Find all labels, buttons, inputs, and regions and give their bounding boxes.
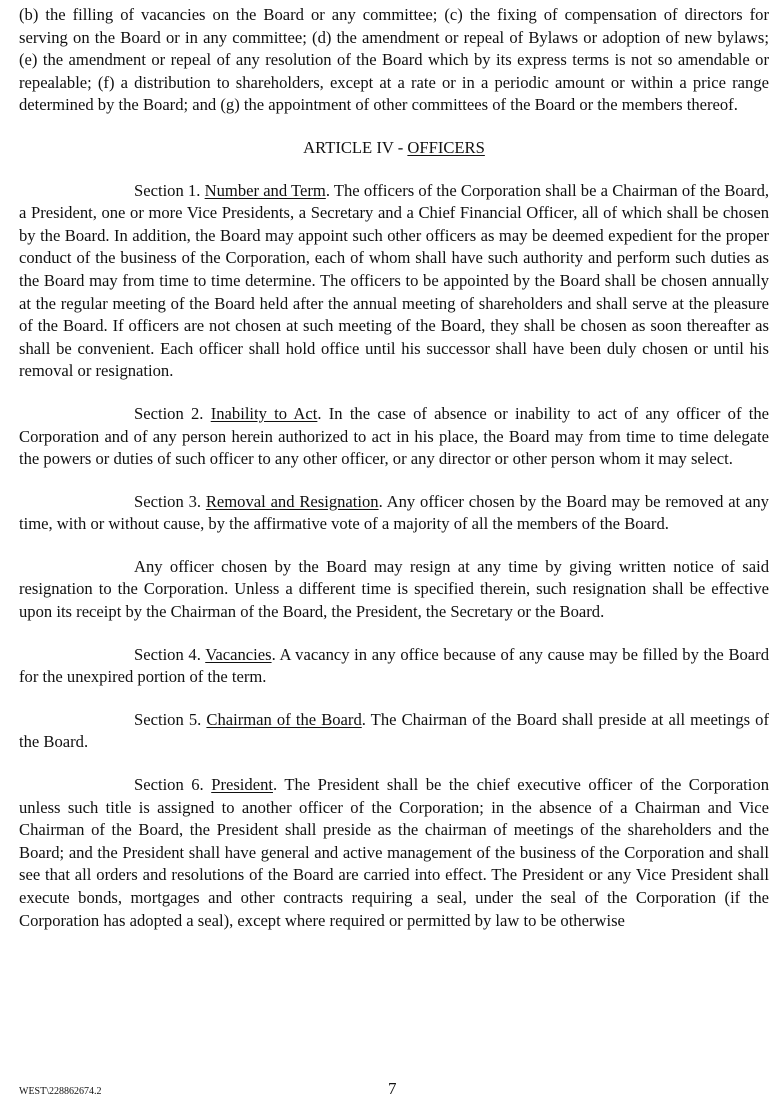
page-number: 7: [388, 1079, 397, 1098]
section-2-heading: Inability to Act: [210, 403, 318, 423]
section-3-label: Section 3.: [134, 491, 202, 511]
section-5-paragraph: [19, 709, 769, 754]
section-2-label: Section 2.: [134, 403, 204, 423]
section-6-body: . The President shall be the chief executive officer of the Corporation unless such title is assigned to another officer of the Corporation; in the absence of a Chairman and Vice Chairman of the Board, the President shall preside as the chairman of meetings of the shareholders and the Board; and the President shall have general and active management of the business of the Corporation and shall see that all orders and resolutions of the Board are carried into effect. The President or any Vice President shall execute bonds, mortgages and other contracts requiring a seal, under the seal of the Corporation (if the Corporation has adopted a seal), except where required or permitted by law to be otherwise: [19, 775, 769, 930]
section-1-label: Section 1.: [134, 180, 201, 200]
section-6-paragraph: [19, 774, 769, 932]
section-5-label: Section 5.: [134, 709, 202, 729]
section-4-label: Section 4.: [134, 644, 201, 664]
section-5-heading: Chairman of the Board: [206, 709, 362, 729]
section-4-paragraph: [19, 644, 769, 689]
section-2-paragraph: [19, 403, 769, 471]
document-page: [19, 4, 769, 932]
article-prefix: ARTICLE IV -: [303, 137, 408, 157]
section-4-heading: Vacancies: [205, 644, 272, 664]
section-1-body: . The officers of the Corporation shall be a Chairman of the Board, a President, one or more Vice Presidents, a Secretary and a Chief Financial Officer, all of which shall be chosen by the Board. In addition, the Board may appoint such other officers as may be deemed expedient for the proper conduct of the business of the Corporation, each of whom shall have such authority and perform such duties as the Board may from time to time determine. The officers to be appointed by the Board shall be chosen annually at the regular meeting of the Board held after the annual meeting of shareholders and shall serve at the pleasure of the Board. If officers are not chosen at such meeting of the Board, they shall be chosen as soon thereafter as shall be convenient. Each officer shall hold office until his successor shall have been duly chosen or until his removal or resignation.: [19, 180, 770, 381]
resignation-body: Any officer chosen by the Board may resign at any time by giving written notice of said resignation to the Corporation. Unless a different time is specified therein, such resignation shall be effective upon its receipt by the Chairman of the Board, the President, the Secretary or the Board.: [19, 556, 769, 622]
section-6-heading: President: [211, 775, 273, 795]
resignation-paragraph: [19, 556, 769, 624]
section-2-body: . In the case of absence or inability to act of any officer of the Corporation and of any person herein authorized to act in his place, the Board may from time to time delegate the powers or duties of such officer to any other officer, or any director or other person whom it may select.: [19, 403, 769, 469]
section-3-body: . Any officer chosen by the Board may be removed at any time, with or without cause, by the affirmative vote of a majority of all the members of the Board.: [19, 491, 769, 534]
article-heading: [19, 137, 769, 160]
document-id: WEST\228862674.2: [19, 1086, 102, 1097]
section-4-body: . A vacancy in any office because of any cause may be filled by the Board for the unexpired portion of the term.: [19, 644, 769, 687]
section-1-heading: Number and Term: [204, 180, 326, 200]
section-3-heading: Removal and Resignation: [205, 491, 379, 511]
section-3-paragraph: [19, 491, 769, 536]
intro-paragraph: (b) the filling of vacancies on the Board or any committee; (c) the fixing of compensation of directors for serving on the Board or in any committee; (d) the amendment or repeal of Bylaws or adoption of new bylaws; (e) the amendment or repeal of any resolution of the Board which by its express terms is not so amendable or repealable; (f) a distribution to shareholders, except at a rate or in a periodic amount or within a price range determined by the Board; and (g) the appointment of other committees of the Board or the members thereof.: [19, 5, 769, 115]
section-5-body: . The Chairman of the Board shall preside at all meetings of the Board.: [19, 709, 769, 752]
section-1-paragraph: [19, 180, 769, 383]
section-6-label: Section 6.: [134, 775, 204, 795]
article-title: OFFICERS: [407, 137, 485, 157]
